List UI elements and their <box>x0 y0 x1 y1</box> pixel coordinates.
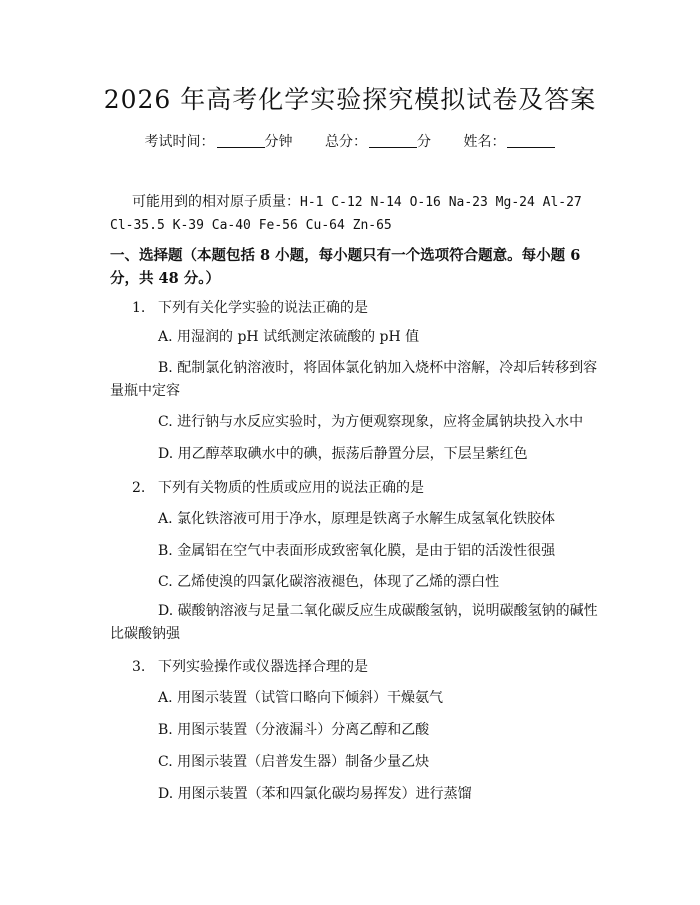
option-3d[interactable]: D. 用图示装置（苯和四氯化碳均易挥发）进行蒸馏 <box>158 786 472 802</box>
total-score-label: 总分： <box>325 134 367 150</box>
exam-time-blank[interactable] <box>217 147 265 148</box>
option-2a[interactable]: A. 氯化铁溶液可用于净水，原理是铁离子水解生成氢氧化铁胶体 <box>158 511 556 527</box>
atomic-mass-label: 可能用到的相对原子质量： <box>132 194 300 210</box>
option-2d[interactable]: D. 碳酸钠溶液与足量二氧化碳反应生成碳酸氢钠，说明碳酸氢钠的碱性比碳酸钠强 <box>110 603 598 642</box>
atomic-mass-note <box>110 191 602 237</box>
student-name-blank[interactable] <box>507 147 555 148</box>
option-3c[interactable]: C. 用图示装置（启普发生器）制备少量乙炔 <box>158 754 430 770</box>
exam-time-label: 考试时间： <box>144 134 215 150</box>
question-stem: 下列有关化学实验的说法正确的是 <box>158 300 368 316</box>
student-name-label: 姓名： <box>463 134 506 150</box>
option-1d[interactable]: D. 用乙醇萃取碘水中的碘，振荡后静置分层，下层呈紫红色 <box>158 446 528 462</box>
student-name <box>463 134 555 150</box>
option-1b[interactable]: B. 配制氯化钠溶液时，将固体氯化钠加入烧杯中溶解，冷却后转移到容量瓶中定容 <box>110 360 598 399</box>
question-number: 3. <box>132 659 146 675</box>
page-title: 2026 年高考化学实验探究模拟试卷及答案 <box>103 85 597 114</box>
option-3a[interactable]: A. 用图示装置（试管口略向下倾斜）干燥氨气 <box>158 690 444 706</box>
question-number: 1. <box>132 300 146 316</box>
option-1c[interactable]: C. 进行钠与水反应实验时，为方便观察现象，应将金属钠块投入水中 <box>158 414 584 430</box>
exam-info-line <box>0 131 700 151</box>
option-3b[interactable]: B. 用图示装置（分液漏斗）分离乙醇和乙酸 <box>158 722 430 738</box>
section-heading: 一、选择题（本题包括 8 小题，每小题只有一个选项符合题意。每小题 6 分，共 48 分。） <box>110 247 581 287</box>
total-score <box>325 134 431 150</box>
exam-time <box>145 134 293 150</box>
option-2b[interactable]: B. 金属铝在空气中表面形成致密氧化膜，是由于铝的活泼性很强 <box>158 543 556 559</box>
question-1 <box>132 297 368 317</box>
question-number: 2. <box>132 480 146 496</box>
question-3 <box>132 656 368 676</box>
exam-time-unit: 分钟 <box>264 134 293 150</box>
question-2 <box>132 477 424 497</box>
option-2c[interactable]: C. 乙烯使溴的四氯化碳溶液褪色，体现了乙烯的漂白性 <box>158 574 500 590</box>
question-stem: 下列有关物质的性质或应用的说法正确的是 <box>158 480 424 496</box>
total-score-blank[interactable] <box>369 147 417 148</box>
atomic-mass-values: H-1 C-12 N-14 O-16 Na-23 Mg-24 Al-27 Cl-35.5 K-39 Ca-40 Fe-56 Cu-64 Zn-65 <box>110 195 582 233</box>
total-score-unit: 分 <box>417 134 431 150</box>
option-1a[interactable]: A. 用湿润的 pH 试纸测定浓硫酸的 pH 值 <box>158 329 420 345</box>
question-stem: 下列实验操作或仪器选择合理的是 <box>158 659 368 675</box>
